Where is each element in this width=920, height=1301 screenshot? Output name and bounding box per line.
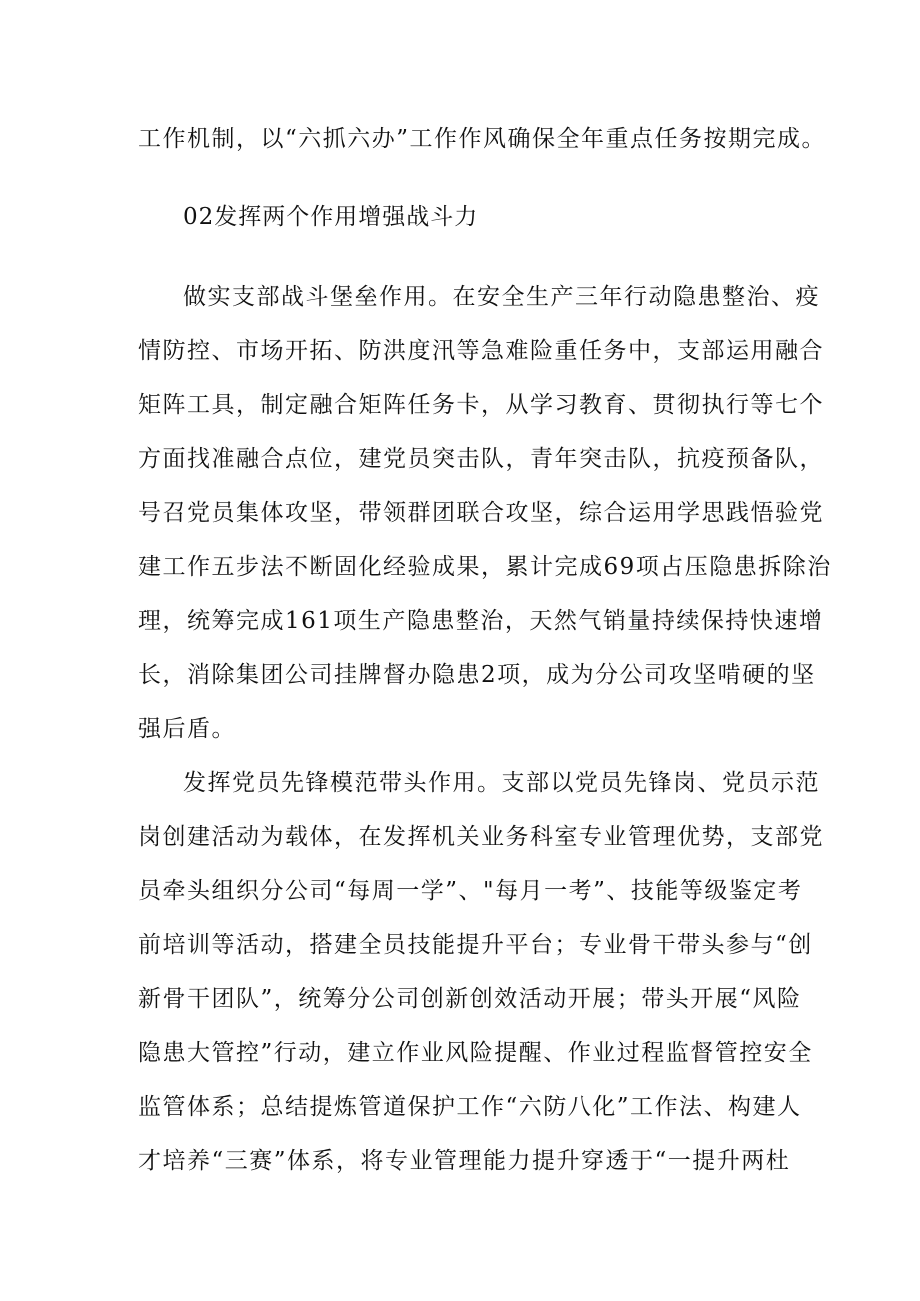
section-heading: 02发挥两个作用增强战斗力 [183, 204, 479, 230]
paragraph-line: 员牵头组织分公司“每周一学”、"每月一考”、技能等级鉴定考 [138, 878, 803, 904]
paragraph-line: 强后盾。 [138, 716, 236, 742]
paragraph-line: 前培训等活动，搭建全员技能提升平台；专业骨干带头参与“创 [138, 932, 813, 958]
paragraph-line: 才培养“三赛”体系，将专业管理能力提升穿透于“一提升两杜 [138, 1148, 791, 1174]
paragraph-line: 理，统筹完成161项生产隐患整治，天然气销量持续保持快速增 [138, 608, 824, 634]
paragraph-line: 隐患大管控”行动，建立作业风险提醒、作业过程监督管控安全 [138, 1040, 813, 1066]
paragraph-line: 监管体系；总结提炼管道保护工作“六防八化”工作法、构建人 [138, 1094, 802, 1120]
paragraph-line: 号召党员集体攻坚，带领群团联合攻坚，综合运用学思践悟验党 [138, 500, 824, 526]
paragraph-line: 长，消除集团公司挂牌督办隐患2项，成为分公司攻坚啃硬的坚 [138, 662, 816, 688]
paragraph-line: 工作机制，以“六抓六办”工作作风确保全年重点任务按期完成。 [138, 126, 827, 152]
paragraph-line: 情防控、市场开拓、防洪度汛等急难险重任务中，支部运用融合 [138, 338, 824, 364]
paragraph-line: 建工作五步法不断固化经验成果，累计完成69项占压隐患拆除治 [138, 554, 832, 580]
paragraph-line: 岗创建活动为载体，在发挥机关业务科室专业管理优势，支部党 [138, 824, 824, 850]
paragraph-line: 方面找准融合点位，建党员突击队，青年突击队，抗疫预备队， [138, 446, 824, 472]
paragraph-line: 做实支部战斗堡垒作用。在安全生产三年行动隐患整治、疫 [183, 284, 820, 310]
paragraph-line: 发挥党员先锋模范带头作用。支部以党员先锋岗、党员示范 [183, 770, 820, 796]
paragraph-line: 新骨干团队”，统筹分公司创新创效活动开展；带头开展“风险 [138, 986, 802, 1012]
paragraph-line: 矩阵工具，制定融合矩阵任务卡，从学习教育、贯彻执行等七个 [138, 392, 824, 418]
